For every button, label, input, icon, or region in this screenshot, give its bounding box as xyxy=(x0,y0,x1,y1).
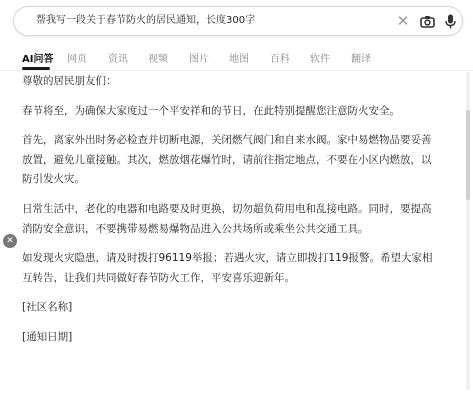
tab-maps[interactable]: 地图 xyxy=(229,54,249,65)
tab-encyclopedia[interactable]: 百科 xyxy=(270,54,290,65)
scrollbar-thumb[interactable] xyxy=(466,110,470,200)
search-input[interactable] xyxy=(36,7,386,35)
community-name-placeholder: [社区名称] xyxy=(22,301,73,314)
tab-translate[interactable]: 翻译 xyxy=(351,54,371,65)
answer-content xyxy=(22,72,440,348)
tab-software[interactable]: 软件 xyxy=(310,54,330,65)
search-tabs xyxy=(0,44,473,71)
search-box[interactable] xyxy=(13,6,463,36)
tab-web[interactable]: 网页 xyxy=(67,54,87,65)
notice-greeting: 尊敬的居民朋友们： xyxy=(22,75,117,87)
notice-paragraph: 春节将至，为确保大家度过一个平安祥和的节日，在此特别提醒您注意防火安全。 xyxy=(22,104,400,117)
microphone-icon[interactable] xyxy=(444,7,456,35)
tab-images[interactable]: 图片 xyxy=(189,54,209,65)
notice-paragraph: 首先，离家外出时务必检查并切断电源，关闭燃气阀门和自来水阀。家中易燃物品要妥善放置，避免儿童接触。其次，燃放烟花爆竹时，请前往指定地点，不要在小区内燃放，以防引发火灾。 xyxy=(22,134,432,186)
tab-news[interactable]: 资讯 xyxy=(108,54,128,65)
tab-ai-answer[interactable]: AI问答 xyxy=(22,54,54,65)
clear-icon[interactable]: ✕ xyxy=(396,12,410,30)
tab-video[interactable]: 视频 xyxy=(148,54,168,65)
active-tab-indicator xyxy=(22,67,50,70)
notice-paragraph: 如发现火灾隐患，请及时拨打96119举报；若遇火灾，请立即拨打119报警。希望大家相互转告，让我们共同做好春节防火工作，平安喜乐迎新年。 xyxy=(22,252,433,284)
close-icon[interactable]: ✕ xyxy=(3,234,17,248)
camera-icon[interactable] xyxy=(419,7,435,35)
notice-paragraph: 日常生活中，老化的电器和电路要及时更换，切勿超负荷用电和乱接电路。同时，要提高消防安全意识，不要携带易燃易爆物品进入公共场所或乘坐公共交通工具。 xyxy=(22,202,432,235)
notice-date-placeholder: [通知日期] xyxy=(22,330,73,343)
